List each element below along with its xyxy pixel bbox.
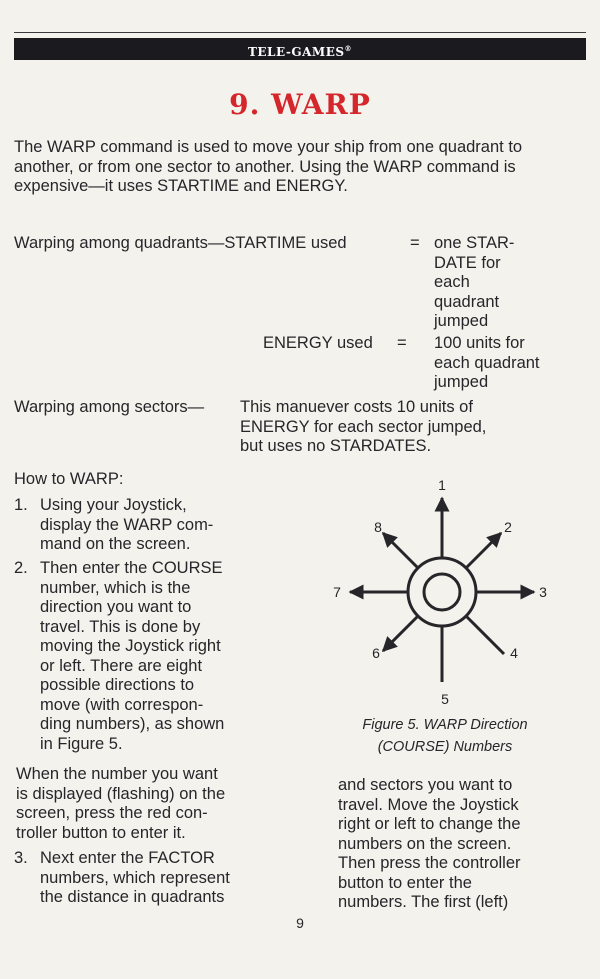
equals-sign-2: = [397,334,407,352]
step-number: 3. [14,849,28,867]
right-column-line: right or left to change the [338,815,521,833]
energy-value-line: jumped [434,373,489,391]
howto-heading: How to WARP: [14,470,124,488]
step-line: Using your Joystick, [40,496,187,514]
step-line: number, which is the [40,578,191,597]
sectors-value [240,398,486,457]
direction-label-6: 6 [372,645,380,661]
sectors-value-line: This manuever costs 10 units of [240,398,473,416]
direction-label-1: 1 [438,477,446,493]
step-line: ding numbers), as shown [40,715,225,733]
quadrants-value-line: quadrant [434,292,500,311]
step-2 [14,559,279,754]
paragraph-line: is displayed (flashing) on the [16,784,226,803]
figure-caption [332,714,558,758]
registered-mark: ® [344,44,353,53]
step-line: Then enter the COURSE [40,559,223,577]
direction-label-5: 5 [441,691,449,707]
arrow-4 [466,616,504,654]
step-line: numbers, which represent [40,868,230,887]
caption-line: Figure 5. WARP Direction [362,717,528,733]
step-line: possible directions to [40,676,195,694]
banner-text: TELE-GAMES [247,45,345,59]
top-rule [14,32,586,33]
direction-label-3: 3 [539,584,547,600]
quadrants-label: Warping among quadrants—STARTIME used [14,234,347,252]
direction-label-2: 2 [504,519,512,535]
quadrants-value [434,234,514,332]
right-column-line: numbers on the screen. [338,834,512,853]
right-column-line: numbers. The first (left) [338,893,509,911]
page-number: 9 [296,915,304,931]
arrow-2 [466,533,501,568]
intro-paragraph: The WARP command is used to move your ship from one quadrant to another, or from one sector to another. Using the WARP command is expensive—it uses STARTIME and ENERGY. [14,138,523,195]
step-line: Next enter the FACTOR [40,849,215,867]
paragraph-line: troller button to enter it. [16,823,186,842]
header-banner [14,38,586,60]
sectors-label: Warping among sectors— [14,398,205,416]
right-column-line: and sectors you want to [338,776,513,794]
step-line: moving the Joystick right [40,637,221,655]
arrow-6 [383,616,418,651]
step-line: mand on the screen. [40,535,191,553]
step-line: move (with correspon- [40,695,204,714]
step-number: 2. [14,559,28,577]
energy-value [434,334,540,393]
energy-value-line: each quadrant [434,353,540,372]
sectors-value-line: ENERGY for each sector jumped, [240,417,487,436]
right-column-line: travel. Move the Joystick [338,795,519,814]
step-line: display the WARP com- [40,515,214,534]
step-line: travel. This is done by [40,617,201,636]
direction-label-4: 4 [510,645,518,661]
quadrants-value-line: DATE for [434,253,501,272]
direction-label-7: 7 [333,584,341,600]
right-column-line: Then press the controller [338,854,521,872]
energy-label: ENERGY used [263,334,373,352]
sectors-value-line: but uses no STARDATES. [240,437,432,455]
equals-sign-1: = [410,234,420,252]
outer-ring [408,558,476,626]
step-line: the distance in quadrants [40,888,225,906]
quadrants-value-line: each [434,273,470,291]
paragraph-line: screen, press the red con- [16,804,208,822]
step-1 [14,496,264,555]
inner-ring [424,574,460,610]
enter-paragraph [16,765,286,843]
right-column-line: button to enter the [338,873,472,892]
step-number: 1. [14,496,28,514]
step-line: direction you want to [40,598,192,616]
paragraph-line: When the number you want [16,765,218,783]
arrow-8 [383,533,418,568]
energy-value-line: 100 units for [434,334,525,352]
caption-line: (COURSE) Numbers [377,739,513,755]
step-line: or left. There are eight [40,656,203,675]
warp-direction-diagram [320,470,560,710]
right-column-text [338,776,588,913]
quadrants-value-line: jumped [434,312,489,330]
section-title: 9. WARP [229,88,371,121]
quadrants-value-line: one STAR- [434,234,515,252]
direction-label-8: 8 [374,519,382,535]
step-line: in Figure 5. [40,734,123,753]
step-3 [14,849,264,908]
